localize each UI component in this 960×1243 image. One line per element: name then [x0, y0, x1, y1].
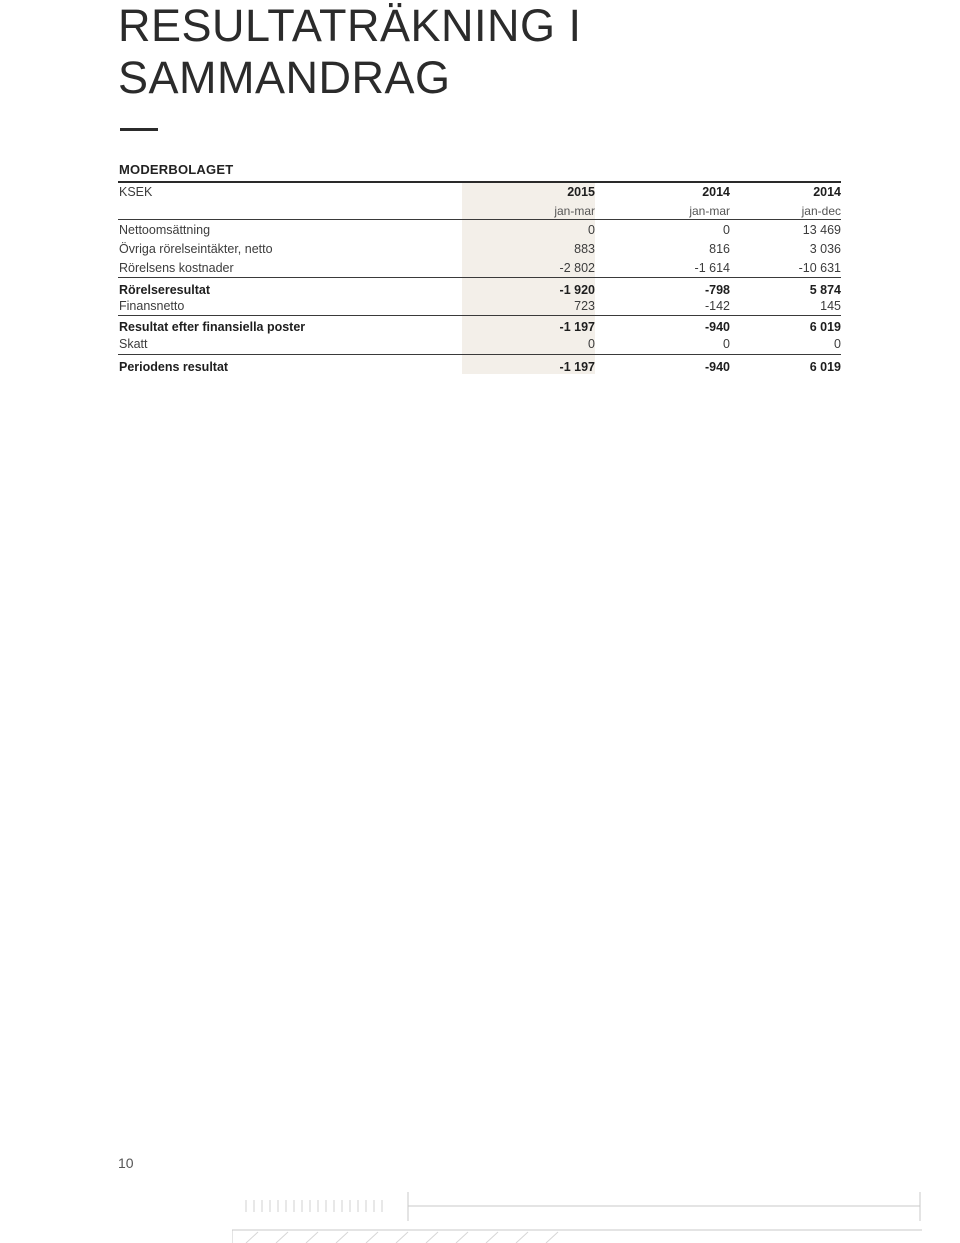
row-value: 13 469: [802, 223, 841, 237]
row-value: 0: [723, 223, 730, 237]
row-label: Rörelseresultat: [119, 283, 211, 297]
row-value: -1 197: [559, 320, 595, 334]
column-header-year: 2014: [702, 185, 730, 199]
table-header-years: [118, 184, 841, 200]
row-value: -10 631: [798, 261, 841, 275]
column-header-period: jan-mar: [554, 204, 595, 218]
footer-decoration: [232, 1190, 922, 1243]
row-label: Rörelsens kostnader: [119, 261, 234, 275]
column-header-year: 2014: [813, 185, 841, 199]
table-row: [118, 260, 841, 276]
page-number: 10: [118, 1155, 134, 1171]
table-row: [118, 241, 841, 257]
subtotal-rule: [118, 315, 841, 316]
row-label: Resultat efter finansiella poster: [119, 320, 306, 334]
row-value: 0: [723, 337, 730, 351]
subtotal-rule: [118, 277, 841, 278]
row-value: -142: [704, 299, 730, 313]
row-label: Skatt: [119, 337, 148, 351]
row-value: 883: [574, 242, 595, 256]
row-label: Övriga rörelseintäkter, netto: [119, 242, 273, 256]
page-title: [118, 0, 582, 104]
total-rule: [118, 354, 841, 355]
row-value: 6 019: [809, 320, 841, 334]
column-header-year: 2015: [567, 185, 595, 199]
row-value: -1 197: [559, 360, 595, 374]
table-row-subtotal: [118, 282, 841, 298]
row-value: 723: [574, 299, 595, 313]
page-title-line-1: RESULTATRÄKNING I: [118, 0, 582, 51]
row-label: Finansnetto: [119, 299, 185, 313]
row-value: 0: [588, 337, 595, 351]
table-row: [118, 298, 841, 314]
row-label: Nettoomsättning: [119, 223, 211, 237]
row-label: Periodens resultat: [119, 360, 229, 374]
row-value: 3 036: [809, 242, 841, 256]
row-value: -1 920: [559, 283, 595, 297]
table-row: [118, 222, 841, 238]
unit-label: KSEK: [119, 185, 153, 199]
row-value: 0: [834, 337, 841, 351]
table-top-rule: [118, 181, 841, 183]
table-row-subtotal: [118, 319, 841, 335]
row-value: 6 019: [809, 360, 841, 374]
page-title-line-2: SAMMANDRAG: [118, 52, 451, 103]
table-row: [118, 336, 841, 352]
column-header-period: jan-dec: [801, 204, 841, 218]
row-value: -940: [704, 360, 730, 374]
row-value: -798: [704, 283, 730, 297]
row-value: 5 874: [809, 283, 841, 297]
row-value: 816: [709, 242, 730, 256]
row-value: -1 614: [694, 261, 730, 275]
row-value: 145: [820, 299, 841, 313]
title-underline: [120, 128, 158, 131]
table-header-periods: [118, 203, 841, 219]
table-row-total: [118, 359, 841, 375]
column-header-period: jan-mar: [689, 204, 730, 218]
row-value: -2 802: [559, 261, 595, 275]
header-rule: [118, 219, 841, 220]
section-heading: MODERBOLAGET: [119, 162, 234, 177]
row-value: 0: [588, 223, 595, 237]
row-value: -940: [704, 320, 730, 334]
